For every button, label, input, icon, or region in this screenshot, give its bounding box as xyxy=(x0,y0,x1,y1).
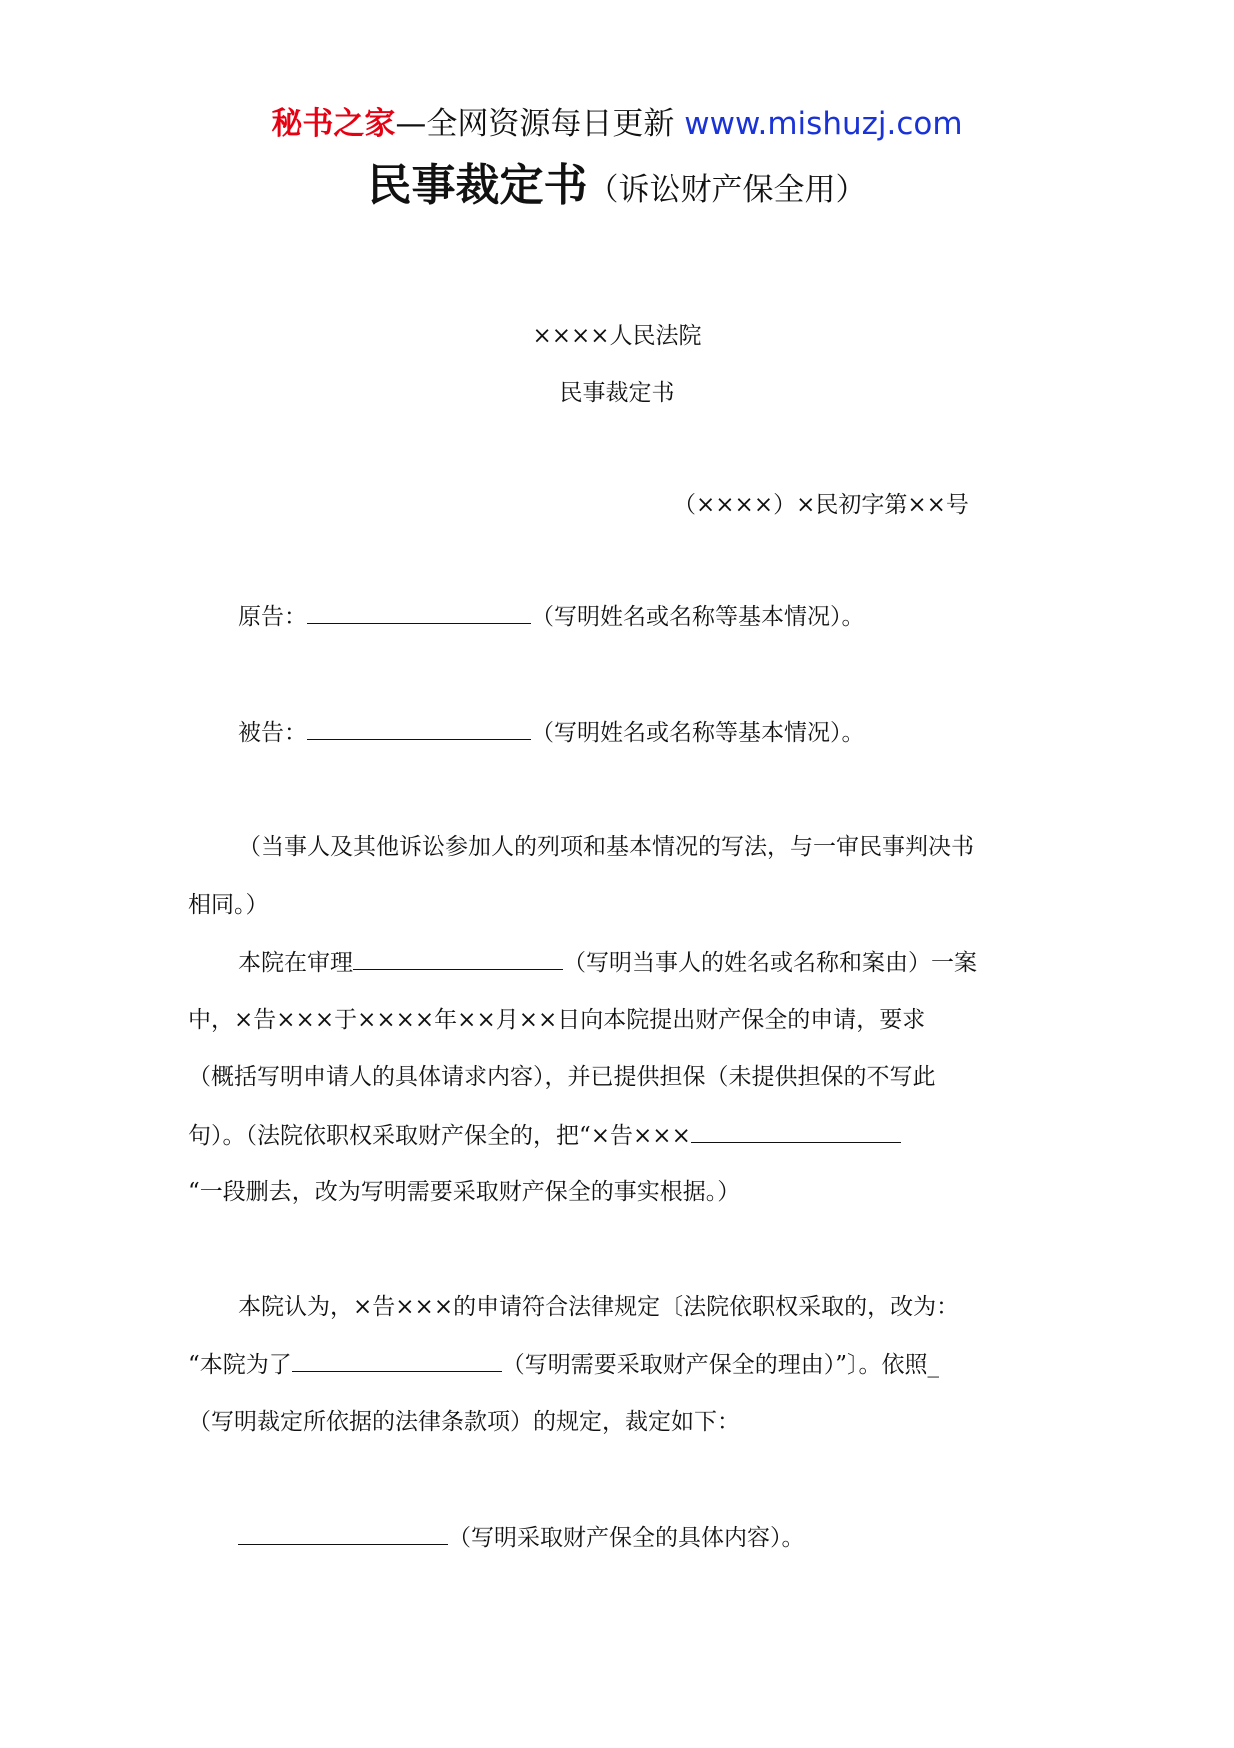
reasoning-line-1: 本院认为，×告×××的申请符合法律规定〔法院依职权采取的，改为： xyxy=(238,1294,960,1320)
banner-brand: 秘书之家 xyxy=(271,106,396,142)
site-banner xyxy=(0,104,1234,144)
fact-line-4-blank xyxy=(691,1120,901,1143)
reasoning-suffix: （写明需要采取财产保全的理由）”〕。依照_ xyxy=(501,1352,940,1378)
banner-slogan: —全网资源每日更新 xyxy=(395,106,675,142)
document-title xyxy=(0,158,1234,223)
defendant-note: （写明姓名或名称等基本情况）。 xyxy=(531,720,865,746)
title-subtitle: （诉讼财产保全用） xyxy=(587,172,867,208)
defendant-line xyxy=(238,717,865,748)
fact-line-2: 中，×告×××于××××年××月××日向本院提出财产保全的申请，要求 xyxy=(188,1007,926,1033)
ruling-line xyxy=(238,1522,805,1553)
case-number: （××××）×民初字第××号 xyxy=(673,492,969,518)
ruling-blank xyxy=(238,1522,448,1545)
reasoning-prefix: “本院为了 xyxy=(188,1352,292,1378)
fact-prefix: 本院在审理 xyxy=(238,950,353,976)
fact-line-1 xyxy=(238,947,977,978)
fact-line-3: （概括写明申请人的具体请求内容），并已提供担保（未提供担保的不写此 xyxy=(188,1064,936,1090)
plaintiff-line xyxy=(238,601,865,632)
party-note-line-1: （当事人及其他诉讼参加人的列项和基本情况的写法，与一审民事判决书 xyxy=(238,834,974,860)
case-parties-blank xyxy=(353,947,563,970)
reasoning-line-3: （写明裁定所依据的法律条款项）的规定，裁定如下： xyxy=(188,1409,740,1435)
fact-line-5: “一段删去，改为写明需要采取财产保全的事实根据。） xyxy=(188,1179,741,1205)
plaintiff-note: （写明姓名或名称等基本情况）。 xyxy=(531,604,865,630)
reasoning-line-2 xyxy=(188,1349,939,1380)
title-main: 民事裁定书 xyxy=(367,160,588,211)
court-name: ××××人民法院 xyxy=(532,323,702,349)
plaintiff-label: 原告： xyxy=(238,604,307,630)
fact-line-4 xyxy=(188,1120,901,1151)
reason-blank xyxy=(292,1349,502,1372)
plaintiff-blank xyxy=(307,601,531,624)
banner-url-link[interactable]: www.mishuzj.com xyxy=(684,106,963,142)
defendant-blank xyxy=(307,717,531,740)
party-note-line-2: 相同。） xyxy=(188,892,269,918)
defendant-label: 被告： xyxy=(238,720,307,746)
fact-line-4-text: 句）。（法院依职权采取财产保全的，把“×告××× xyxy=(188,1123,691,1149)
ruling-note: （写明采取财产保全的具体内容）。 xyxy=(448,1525,805,1551)
fact-suffix: （写明当事人的姓名或名称和案由）一案 xyxy=(563,950,977,976)
document-type: 民事裁定书 xyxy=(559,380,675,406)
